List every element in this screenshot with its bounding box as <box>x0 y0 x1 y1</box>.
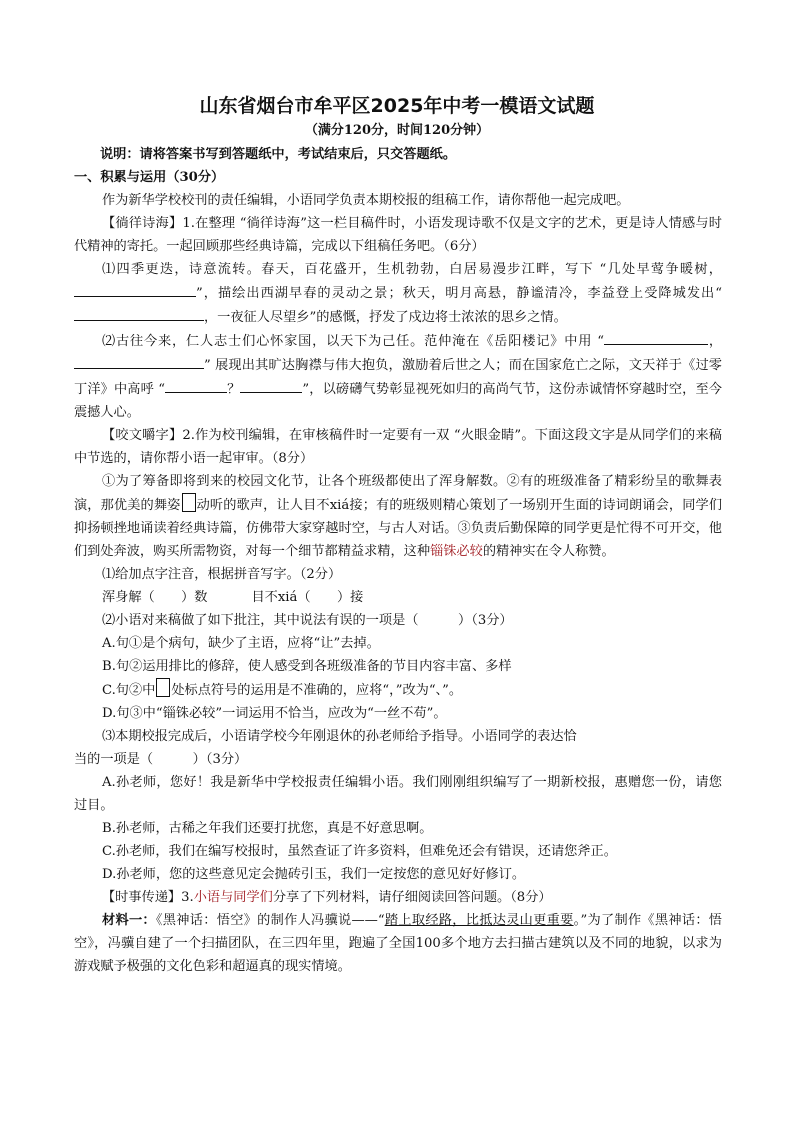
question-2 <box>74 424 722 470</box>
punctuation-box <box>156 678 170 697</box>
punctuation-box <box>182 493 196 512</box>
exam-content <box>74 143 722 978</box>
option-3b: B.孙老师，古稀之年我们还要打扰您，真是不好意思啊。 <box>102 821 433 836</box>
exam-subtitle: （满分120分，时间120分钟） <box>304 123 490 138</box>
option-b: B.句②运用排比的修辞，使人感受到各班级准备的节目内容丰富、多样 <box>102 659 512 674</box>
highlighted-text: 小语与同学们 <box>193 890 273 905</box>
option-c: C.句②中 处标点符号的运用是不准确的，应将“，”改为“、”。 <box>74 678 722 702</box>
underlined-quote: 踏上取经路，比抵达灵山更重要 <box>384 913 574 928</box>
material-1: 材料一：《黑神话：悟空》的制作人冯骥说——“踏上取经路，比抵达灵山更重要。”为了制作《黑神话：悟空》，冯骥自建了一个扫描团队，在三四年里，跑遍了全国100多个地方去扫描古建筑以及不同的地貌，以求为游戏赋予极强的文化色彩和超逼真的现实情境。 <box>74 913 722 974</box>
option-d: D.句③中“锱铢必较”一词运用不恰当，应改为“一丝不苟”。 <box>102 706 447 721</box>
question-1-tag: 【徜徉诗海】 <box>102 216 183 231</box>
material-1-label: 材料一： <box>102 913 156 928</box>
option-3d: D.孙老师，您的这些意见定会抛砖引玉，我们一定按您的意见好好修订。 <box>102 867 526 882</box>
question-2-tag: 【咬文嚼字】 <box>102 428 183 443</box>
question-2-text: 2.作为校刊编辑，在审核稿件时一定要有一双 “火眼金睛”。下面这段文字是从同学们的来稿中节选的，请你帮小语一起审审。（8分） <box>74 428 722 466</box>
instructions-note: 说明：请将答案书写到答题纸中，考试结束后，只交答题纸。 <box>100 147 457 162</box>
section-heading: 一、积累与运用（30分） <box>74 170 225 185</box>
subquestion-1-items: 浑身解（ ）数 目不xiá（ ）接 <box>102 590 364 605</box>
question-1 <box>74 212 722 258</box>
option-3a: A.孙老师，您好！我是新华中学校报责任编辑小语。我们刚刚组织编写了一期新校报，惠赠您一份，请您过目。 <box>74 775 722 813</box>
subquestion-3: ⑶本期校报完成后，小语请学校今年刚退休的孙老师给予指导。小语同学的表达恰 <box>102 729 577 744</box>
answer-blank[interactable] <box>74 305 204 321</box>
answer-blank[interactable] <box>74 281 196 297</box>
subquestion-1: ⑴给加点字注音，根据拼音写字。（2分） <box>102 567 342 582</box>
answer-blank[interactable] <box>604 329 708 345</box>
highlighted-idiom: 锱铢必较 <box>430 544 483 559</box>
option-a: A.句①是个病句，缺少了主语，应将“让”去掉。 <box>102 636 380 651</box>
question-1-text: 1.在整理 “徜徉诗海”这一栏目稿件时，小语发现诗歌不仅是文字的艺术，更是诗人情感与时代精神的寄托。一起回顾那些经典诗篇，完成以下组稿任务吧。（6分） <box>74 216 722 254</box>
question-3: 【时事传递】3.小语与同学们分享了下列材料，请仔细阅读回答问题。（8分） <box>102 890 552 905</box>
intro-paragraph: 作为新华学校校刊的责任编辑，小语同学负责本期校报的组稿工作，请你帮他一起完成吧。 <box>102 193 630 208</box>
subquestion-2: ⑵小语对来稿做了如下批注，其中说法有误的一项是（ ）（3分） <box>102 613 513 628</box>
answer-blank[interactable] <box>74 353 204 369</box>
question-2-passage: ①为了筹备即将到来的校园文化节，让各个班级都使出了浑身解数。②有的班级准备了精彩纷呈的歌舞表演，那优美的舞姿 动听的歌声，让人目不xiá接；有的班级则精心策划了一场别开生面的诗词朗诵会，同学们抑扬顿挫地诵读着经典诗篇，仿佛带大家穿越时空，与古人对话。③负责后勤保障的同学更是忙得不可开交，他们到处奔波，购买所需物资，对每一个细节都精益求精，这种锱铢必较的精神实在令人称赞。 <box>74 474 723 559</box>
answer-blank[interactable] <box>240 377 302 393</box>
question-1-part-2: ⑵古往今来，仁人志士们心怀家国，以天下为己任。范仲淹在《岳阳楼记》中用 “ ，” 展现出其旷达胸襟与伟大抱负，激励着后世之人；而在国家危亡之际，文天祥于《过零丁洋》中高呼 “ ？ ”，以磅礴气势彰显视死如归的高尚气节，这份赤诚情怀穿越时空，至今震撼人心。 <box>74 329 722 424</box>
option-3c: C.孙老师，我们在编写校报时，虽然查证了许多资料，但难免还会有错误，还请您斧正。 <box>102 844 617 859</box>
exam-title: 山东省烟台市牟平区2025年中考一模语文试题 <box>199 95 595 117</box>
answer-blank[interactable] <box>165 377 227 393</box>
question-1-part-1: ⑴四季更迭，诗意流转。春天，百花盛开，生机勃勃，白居易漫步江畔，写下 “几处早莺争暖树，”，描绘出西湖早春的灵动之景；秋天，明月高悬，静谧清冷，李益登上受降城发出“，一夜征人尽望乡”的感慨，抒发了戍边将士浓浓的思乡之情。 <box>74 258 722 329</box>
question-3-tag: 【时事传递】 <box>102 890 182 905</box>
subquestion-3-cont: 当的一项是（ ）（3分） <box>74 752 248 767</box>
